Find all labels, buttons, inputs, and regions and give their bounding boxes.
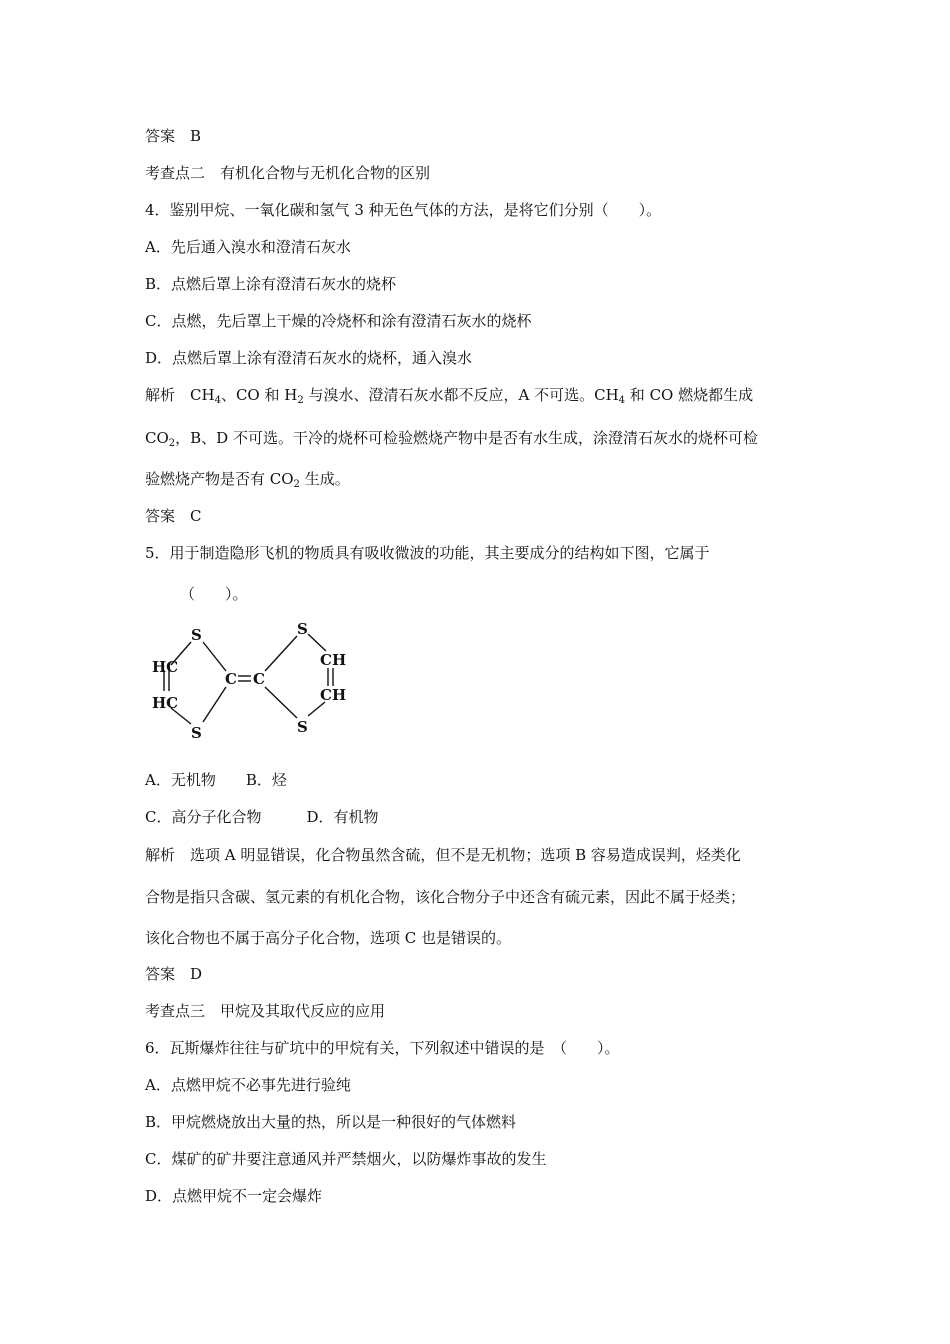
q5-option-c-d: C．高分子化合物 D．有机物	[145, 808, 379, 826]
atom-hc-bottom: HC	[152, 694, 179, 712]
atom-ch-bottom: CH	[320, 686, 347, 704]
atom-c-right: C	[253, 670, 265, 688]
q4-explanation-line-3: 验燃烧产物是否有 $CO_2$ 生成。	[145, 470, 350, 490]
section-heading-3: 考查点三 甲烷及其取代反应的应用	[145, 1002, 386, 1020]
section-heading-2: 考查点二 有机化合物与无机化合物的区别	[145, 164, 431, 182]
q6-option-b: B．甲烷燃烧放出大量的热，所以是一种很好的气体燃料	[145, 1113, 517, 1131]
atom-s-bottom-left: S	[191, 724, 202, 742]
question-6: 6．瓦斯爆炸往往与矿坑中的甲烷有关，下列叙述中错误的是 （ ）。	[145, 1039, 620, 1057]
bond-c-s-top-right	[265, 636, 297, 671]
q4-option-b: B．点燃后罩上涂有澄清石灰水的烧杯	[145, 275, 397, 293]
q4-option-c: C．点燃，先后罩上干燥的冷烧杯和涂有澄清石灰水的烧杯	[145, 312, 532, 330]
atom-s-top-left: S	[191, 626, 202, 644]
q6-option-c: C．煤矿的矿井要注意通风并严禁烟火，以防爆炸事故的发生	[145, 1150, 547, 1168]
q4-explanation-line-2: $CO_2$，B、D 不可选。干冷的烧杯可检验燃烧产物中是否有水生成，涂澄清石灰水的烧杯可检	[145, 429, 758, 449]
answer-q5: 答案 D	[145, 965, 203, 983]
q5-explanation-line-1: 解析 选项 A 明显错误，化合物虽然含硫，但不是无机物；选项 B 容易造成误判，烃类化	[145, 846, 741, 864]
q5-explanation-line-2: 合物是指只含碳、氢元素的有机化合物，该化合物分子中还含有硫元素，因此不属于烃类；	[145, 888, 746, 906]
q4-option-d: D．点燃后罩上涂有澄清石灰水的烧杯，通入溴水	[145, 349, 473, 367]
atom-hc-top: HC	[152, 658, 179, 676]
answer-q4: 答案 C	[145, 507, 202, 525]
bond-ch-s-bottom-right	[308, 702, 325, 716]
question-4: 4．鉴别甲烷、一氧化碳和氢气 3 种无色气体的方法，是将它们分别（ ）。	[145, 201, 662, 219]
q6-option-a: A．点燃甲烷不必事先进行验纯	[145, 1076, 351, 1094]
q4-option-a: A．先后通入溴水和澄清石灰水	[145, 238, 351, 256]
atom-s-top-right: S	[297, 620, 308, 638]
q5-explanation-line-3: 该化合物也不属于高分子化合物，选项 C 也是错误的。	[145, 929, 512, 947]
atom-ch-top: CH	[320, 651, 347, 669]
question-5-blank: （ ）。	[180, 585, 248, 603]
atom-s-bottom-right: S	[297, 718, 308, 736]
q4-explanation-line-1: 解析 $CH_4$、CO 和 $H_2$ 与溴水、澄清石灰水都不反应，A 不可选。$CH_4$ 和 CO 燃烧都生成	[145, 386, 754, 406]
answer-q3: 答案 B	[145, 127, 202, 145]
bond-s-ch-top-right	[308, 634, 326, 651]
bond-s-c-top-left	[203, 642, 226, 671]
molecular-structure-diagram	[145, 618, 355, 743]
bond-c-s-bottom-right	[265, 687, 297, 718]
q5-option-a-b: A．无机物 B．烃	[145, 771, 287, 789]
atom-c-left: C	[225, 670, 237, 688]
question-5: 5．用于制造隐形飞机的物质具有吸收微波的功能，其主要成分的结构如下图，它属于	[145, 544, 710, 562]
bond-s-c-bottom-left	[203, 687, 226, 722]
q6-option-d: D．点燃甲烷不一定会爆炸	[145, 1187, 323, 1205]
